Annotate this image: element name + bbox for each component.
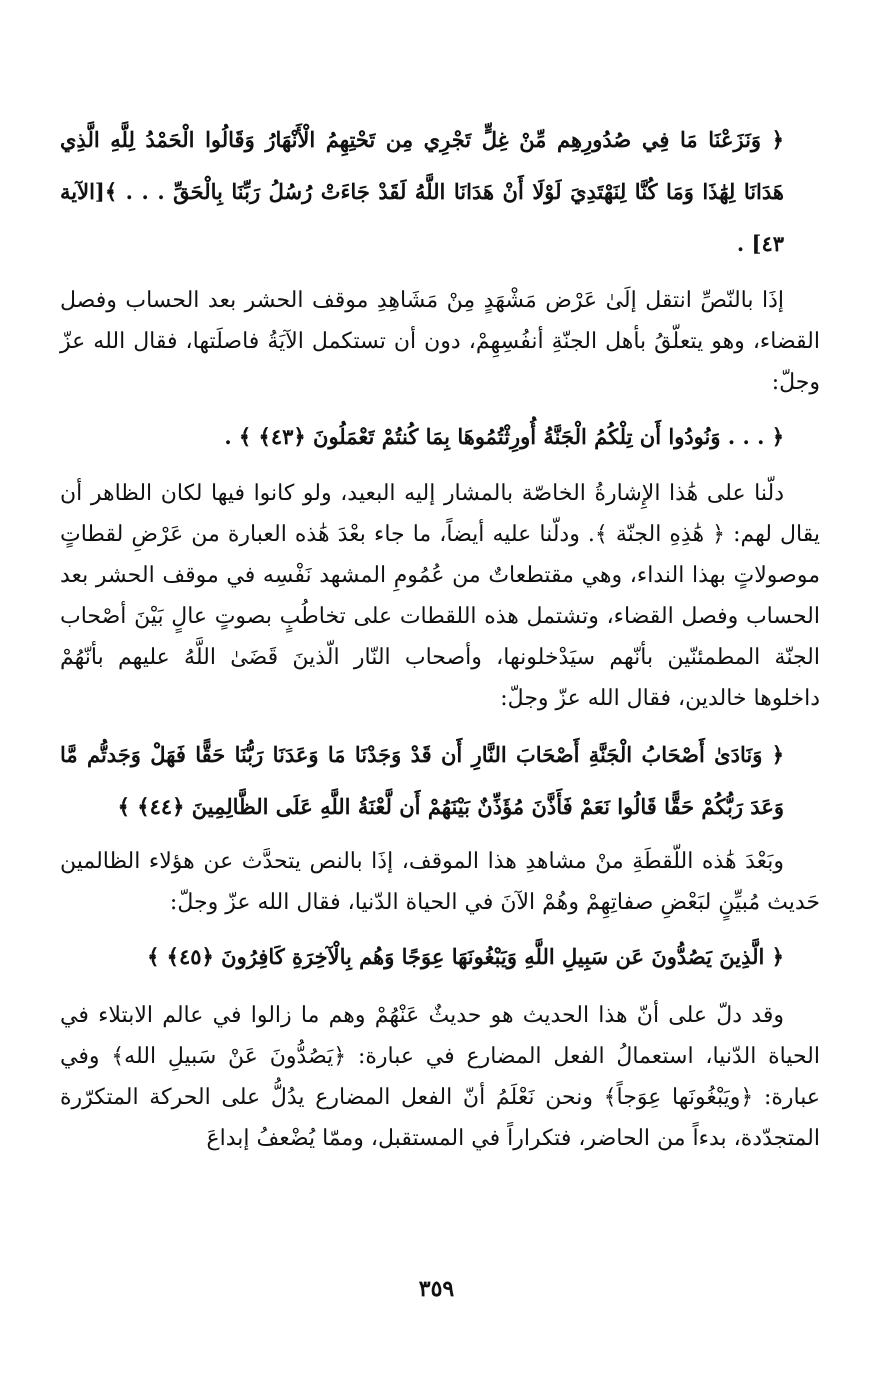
quran-verse-43-part1: ﴿ وَنَزَعْنَا مَا فِي صُدُورِهِم مِّنْ غِلٍّ تَجْرِي مِن تَحْتِهِمُ الْأَنْهَارُ وَقَالُوا الْحَمْدُ لِلَّهِ الَّذِي هَدَانَا لِهَٰذَا وَمَا كُنَّا لِنَهْتَدِيَ لَوْلَا أَنْ هَدَانَا اللَّهُ لَقَدْ جَاءَتْ رُسُلُ رَبِّنَا بِالْحَقِّ . . . ﴾[الآية ٤٣] . [60,127,784,256]
page-number: ٣٥٩ [418,1276,455,1302]
paragraph-4: وقد دلّ على أنّ هذا الحديث هو حديثٌ عَنْهُمْ وهم ما زالوا في عالم الابتلاء في الحياة الدّنيا، استعمالُ الفعل المضارع في عبارة: ﴿يَصُدُّونَ عَنْ سَبيلِ الله﴾ وفي عبارة: ﴿ويَبْغُونَها عِوَجاً﴾ ونحن نَعْلَمُ أنّ الفعل المضارع يدُلُّ على الحركة المتكرّرة المتجدّدة، بدءاً من الحاضر، فتكراراً في المستقبل، وممّا يُضْعفُ إبداعَ [60,1003,820,1151]
quran-verse-45: ﴿ الَّذِينَ يَصُدُّونَ عَن سَبِيلِ اللَّهِ وَيَبْغُونَهَا عِوَجًا وَهُم بِالْآخِرَةِ كَافِرُونَ ﴿٤٥﴾ ﴾ [147,944,784,969]
quran-verse-44: ﴿ وَنَادَىٰ أَصْحَابُ الْجَنَّةِ أَصْحَابَ النَّارِ أَن قَدْ وَجَدْنَا مَا وَعَدَنَا رَبُّنَا حَقًّا فَهَلْ وَجَدتُّم مَّا وَعَدَ رَبُّكُمْ حَقًّا قَالُوا نَعَمْ فَأَذَّنَ مُؤَذِّنٌ بَيْنَهُمْ أَن لَّعْنَةُ اللَّهِ عَلَى الظَّالِمِينَ ﴿٤٤﴾ ﴾ [60,742,784,819]
paragraph-3: وبَعْدَ هَٰذه اللّقطَةِ منْ مشاهدِ هذا الموقف، إذَا بالنص يتحدَّث عن هؤلاء الظالمين حَديث مُبيِّنٍ لبَعْضِ صفاتِهِمْ وهُمْ الآنَ في الحياة الدّنيا، فقال الله عزّ وجلّ: [60,849,820,915]
paragraph-2: دلّنا على هَٰذا الإِشارةُ الخاصّة بالمشار إليه البعيد، ولو كانوا فيها لكان الظاهر أن يقال لهم: ﴿ هَٰذِهِ الجنّة ﴾. ودلّنا عليه أيضاً، ما جاء بعْدَ هَٰذه العبارة من عَرْضِ لقطاتٍ موصولاتٍ بهذا النداء، وهي مقتطعاتٌ من عُمُومِ المشهد نَفْسِه في موقف الحشر بعد الحساب وفصل القضاء، وتشتمل هذه اللقطات على تخاطُبٍ بصوتٍ عالٍ بَيْنَ أصْحاب الجنّة المطمئنّين بأنّهم سيَدْخلونها، وأصحاب النّار الّذينَ قَضَىٰ اللَّهُ عليهم بأنّهُمْ داخلوها خالدين، فقال الله عزّ وجلّ: [60,481,820,711]
quran-verse-43-part2: ﴿ . . . وَنُودُوا أَن تِلْكُمُ الْجَنَّةُ أُورِثْتُمُوهَا بِمَا كُنتُمْ تَعْمَلُونَ ﴿٤٣﴾ ﴾ . [224,424,784,449]
paragraph-1: إذَا بالنّصِّ انتقل إلَىٰ عَرْض مَشْهَدٍ مِنْ مَشَاهِدِ موقف الحشر بعد الحساب وفصل القضاء، وهو يتعلّقُ بأهل الجنّةِ أنفُسِهِمْ، دون أن تستكمل الآيَةُ فاصلَتها، فقال الله عزّ وجلّ: [60,288,820,395]
page-body [60,110,820,1159]
